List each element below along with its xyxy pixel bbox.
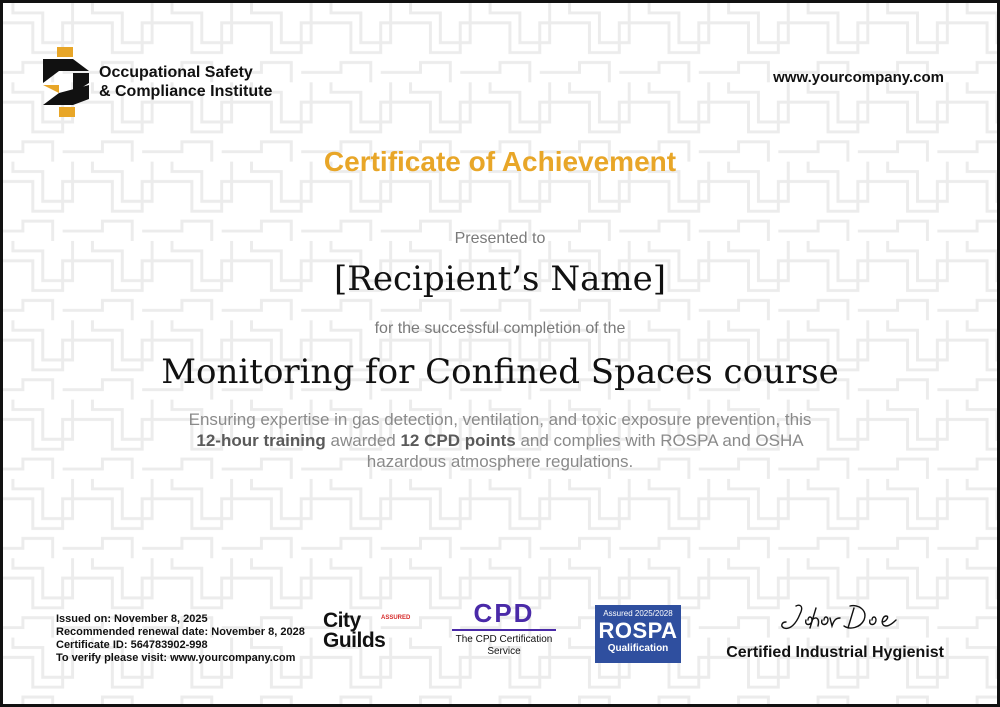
website-link[interactable]: www.yourcompany.com — [773, 69, 944, 86]
training-hours: 12-hour training — [196, 431, 326, 450]
signature — [778, 600, 908, 636]
course-name: Monitoring for Confined Spaces course — [161, 352, 839, 392]
city-guilds-line2: Guilds — [323, 629, 386, 652]
organization-name-line2: & Compliance Institute — [99, 83, 273, 100]
rospa-qualification: Qualification — [607, 643, 669, 654]
cpd-logo-text: CPD — [473, 598, 535, 628]
organization-name-line1: Occupational Safety — [99, 64, 253, 81]
issued-on: Issued on: November 8, 2025 — [56, 613, 208, 625]
rospa-name: ROSPA — [598, 618, 678, 643]
rospa-assured: Assured 2025/2028 — [603, 609, 673, 618]
cpd-logo — [448, 599, 560, 658]
verify-text: To verify please visit: www.yourcompany.com — [56, 652, 296, 664]
description-part1: Ensuring expertise in gas detection, ventilation, and toxic exposure prevention, this — [188, 410, 812, 429]
city-guilds-logo — [323, 611, 418, 661]
rospa-badge — [595, 605, 681, 663]
cpd-text-line2: Service — [487, 646, 521, 657]
completion-text: for the successful completion of the — [374, 320, 626, 337]
cpd-points: 12 CPD points — [400, 431, 516, 450]
presented-to-label: Presented to — [454, 230, 546, 247]
organization-logo — [43, 47, 272, 117]
stacked-chevron-logo-icon — [43, 47, 89, 117]
course-description — [183, 409, 817, 472]
description-part2: awarded — [325, 431, 401, 450]
cpd-text-line1: The CPD Certification — [455, 634, 553, 645]
certificate-details — [56, 613, 305, 665]
description-part3: and complies with ROSPA and OSHA hazardous atmosphere regulations. — [366, 431, 804, 471]
organization-name — [99, 63, 272, 101]
certificate-title: Certificate of Achievement — [323, 146, 677, 177]
cpd-divider — [452, 629, 556, 631]
city-guilds-line1: City — [323, 609, 361, 632]
renewal-date: Recommended renewal date: November 8, 2028 — [56, 626, 305, 638]
recipient-name: [Recipient’s Name] — [334, 259, 666, 299]
city-guilds-assured: ASSURED — [381, 615, 411, 621]
signer-title: Certified Industrial Hygienist — [726, 644, 944, 661]
certificate-id: Certificate ID: 564783902-998 — [56, 639, 208, 651]
